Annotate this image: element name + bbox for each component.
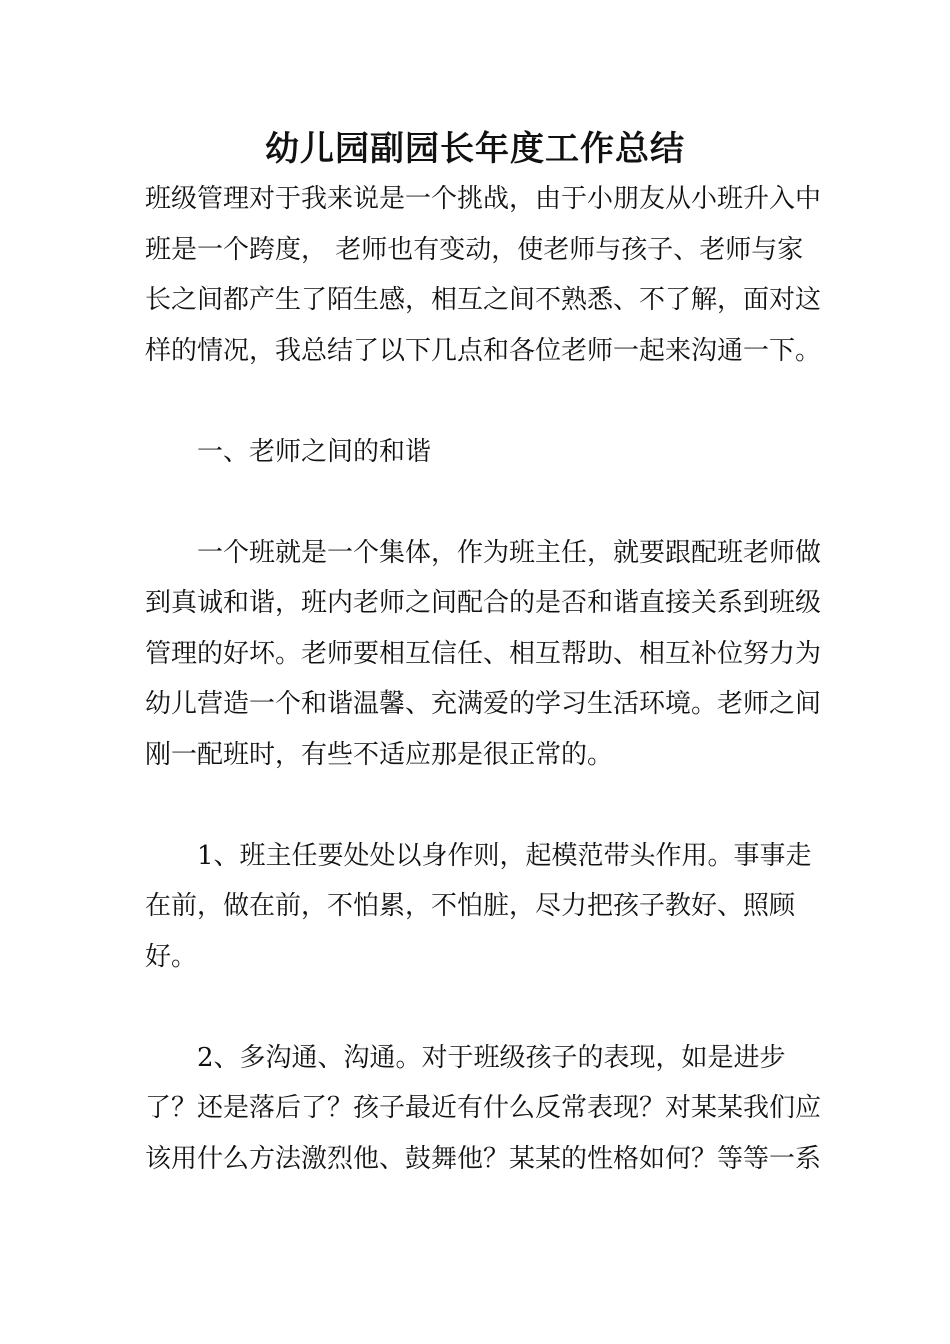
paragraph-intro: 班级管理对于我来说是一个挑战，由于小朋友从小班升入中班是一个跨度， 老师也有变动，使老师与孩子、老师与家长之间都产生了陌生感，相互之间不熟悉、不了解，面对这样的情况，我总结了以下几点和各位老师一起来沟通一下。 [145,184,822,366]
paragraph-spacer [145,780,825,831]
section-heading-1: 一、老师之间的和谐 [197,436,432,467]
paragraph-point-2: 2、多沟通、沟通。对于班级孩子的表现，如是进步了？还是落后了？孩子最近有什么反常表现？对某某我们应该用什么方法激烈他、鼓舞他？某某的性格如何？等等一系 [145,1042,822,1174]
paragraph-spacer [145,982,825,1033]
paragraph-harmony: 一个班就是一个集体，作为班主任，就要跟配班老师做到真诚和谐，班内老师之间配合的是否和谐直接关系到班级管理的好坏。老师要相互信任、相互帮助、相互补位努力为幼儿营造一个和谐温馨、充满爱的学习生活环境。老师之间刚一配班时，有些不适应那是很正常的。 [145,537,822,770]
paragraph-point-1: 1、班主任要处处以身作则，起模范带头作用。事事走在前，做在前，不怕累，不怕脏，尽力把孩子教好、照顾好。 [145,840,812,972]
document-title: 幼儿园副园长年度工作总结 [265,129,685,169]
paragraph-spacer [145,477,825,528]
paragraph-spacer [145,376,825,427]
document-body [145,174,825,1184]
